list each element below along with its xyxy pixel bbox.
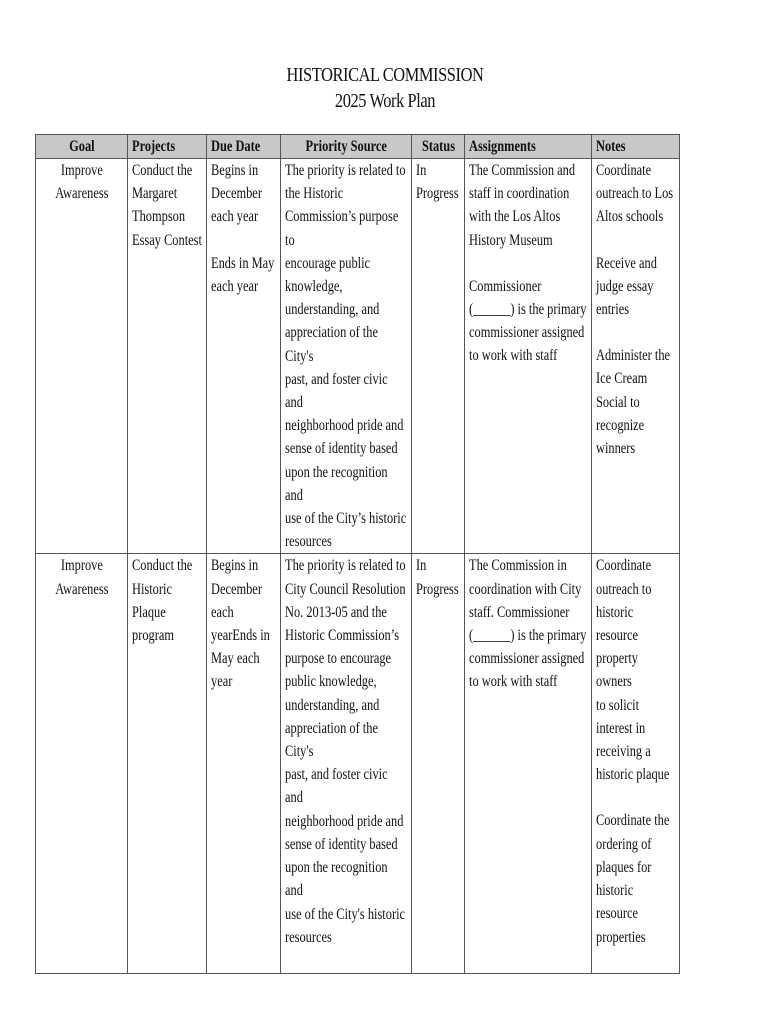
document-header <box>0 62 770 114</box>
project-cell: Conduct the Margaret Thompson Essay Contest <box>128 159 207 554</box>
table-row <box>36 554 680 974</box>
status-cell: In Progress <box>412 554 465 974</box>
status-cell: In Progress <box>412 159 465 554</box>
table-header-row <box>36 135 680 159</box>
column-header-priority-source: Priority Source <box>281 135 412 159</box>
column-header-notes: Notes <box>592 135 680 159</box>
column-header-status: Status <box>412 135 465 159</box>
goal-cell: Improve Awareness <box>36 159 128 554</box>
notes-cell: Coordinate outreach to Los Altos schools Receive and judge essay entries Administer the Ice Cream Social to recognize winners <box>592 159 680 554</box>
table-row <box>36 159 680 554</box>
priority-source-cell: The priority is related to the Historic Commission’s purpose to encourage public knowledge, understanding, and appreciation of the City's past, and foster civic and neighborhood pride and sense of identity based upon the recognition and use of the City’s historic resources <box>281 159 412 554</box>
project-cell: Conduct the Historic Plaque program <box>128 554 207 974</box>
priority-source-cell: The priority is related to City Council Resolution No. 2013-05 and the Historic Commission’s purpose to encourage public knowledge, understanding, and appreciation of the City's past, and foster civic and neighborhood pride and sense of identity based upon the recognition and use of the City's historic resources <box>281 554 412 974</box>
due-date-cell: Begins in December each yearEnds in May each year <box>207 554 281 974</box>
assignments-cell: The Commission in coordination with City staff. Commissioner (______) is the primary commissioner assigned to work with staff <box>465 554 592 974</box>
document-subtitle: 2025 Work Plan <box>334 90 436 112</box>
goal-cell: Improve Awareness <box>36 554 128 974</box>
due-date-cell: Begins in December each year Ends in May each year <box>207 159 281 554</box>
column-header-due-date: Due Date <box>207 135 281 159</box>
column-header-assignments: Assignments <box>465 135 592 159</box>
column-header-projects: Projects <box>128 135 207 159</box>
assignments-cell: The Commission and staff in coordination with the Los Altos History Museum Commissioner (______) is the primary commissioner assigned to work with staff <box>465 159 592 554</box>
column-header-goal: Goal <box>36 135 128 159</box>
notes-cell: Coordinate outreach to historic resource property owners to solicit interest in receiving a historic plaque Coordinate the ordering of plaques for historic resource properties <box>592 554 680 974</box>
document-title: HISTORICAL COMMISSION <box>286 64 484 86</box>
work-plan-table <box>35 134 680 974</box>
